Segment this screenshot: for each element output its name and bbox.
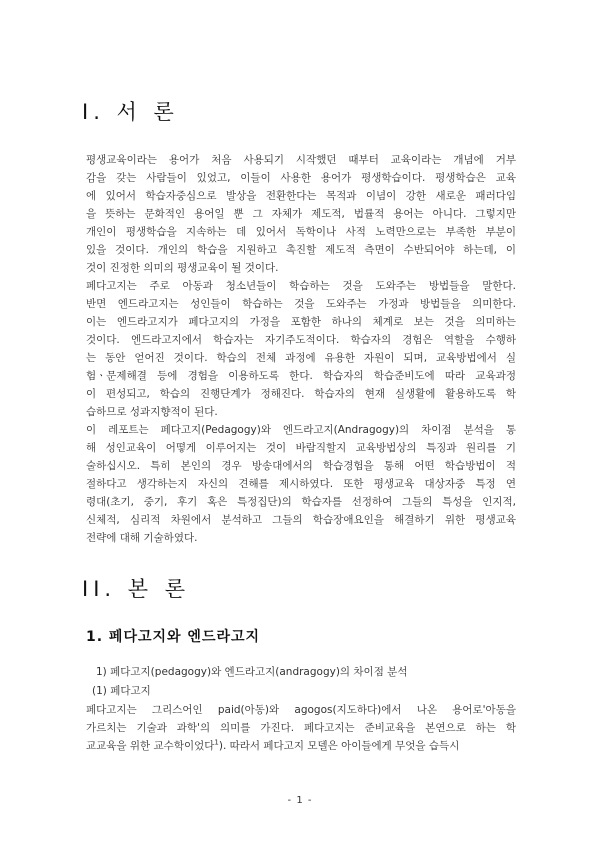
text-line: 에 있어서 학습자중심으로 발상을 전환한다는 목적과 이념이 강한 새로운 패러다임 — [86, 190, 516, 202]
list-item-1: 1) 페다고지(pedagogy)와 엔드라고지(andragogy)의 차이점 분석 — [96, 666, 408, 678]
text-line: 감을 갖는 사람들이 있었고, 이들이 사용한 용어가 평생학습이다. 평생학습은 교육 — [86, 172, 516, 184]
text-line: 는 동안 얻어진 것이다. 학습의 전체 과정에 유용한 자원이 되며, 교육방법에서 실 — [86, 352, 516, 364]
text-line: 페다고지는 주로 아동과 청소년들이 학습하는 것을 도와주는 방법들을 말한다. — [86, 280, 516, 292]
text-line: 신체적, 심리적 차원에서 분석하고 그들의 학습장애요인을 해결하기 위한 평생교육 — [86, 514, 516, 526]
text-line: 가르치는 기술과 과학'의 의미를 가진다. 페다고지는 준비교육을 본연으로 하는 학 — [86, 722, 516, 734]
body-paragraph-1 — [86, 701, 516, 755]
section-title-introduction: I. 서 론 — [82, 100, 179, 124]
text-line: 페다고지는 그리스어인 paid(아동)와 agogos(지도하다)에서 나온 용어로'아동을 — [86, 704, 516, 716]
text-line: 절하다고 생각하는지 자신의 견해를 제시하였다. 또한 평생교육 대상자중 특정 연 — [86, 478, 516, 490]
text-line: 평생교육이라는 용어가 처음 사용되기 시작했던 때부터 교육이라는 개념에 거부 — [86, 154, 516, 166]
text-line: 있을 것이다. 개인의 학습을 지원하고 촉진할 제도적 측면이 수반되어야 하는데, 이 — [86, 244, 516, 256]
intro-paragraph-1 — [86, 151, 516, 277]
text-line: 것이다. 엔드라고지에서 학습자는 자기주도적이다. 학습자의 경험은 역할을 수행하 — [86, 334, 516, 346]
text-line: 것이 진정한 의미의 평생교육이 될 것이다. — [86, 262, 279, 274]
text-line: 습하므로 성과지향적이 된다. — [86, 406, 218, 418]
section-title-body: II. 본 론 — [82, 577, 190, 601]
list-item-1-1: (1) 페다고지 — [92, 685, 151, 697]
page-number: - 1 - — [287, 795, 313, 806]
text-line: 전략에 대해 기술하였다. — [86, 532, 198, 544]
text-fragment: 교교육을 위한 교수학이었다 — [86, 740, 215, 752]
text-line — [86, 737, 516, 755]
text-line: 이 레포트는 페다고지(Pedagogy)와 엔드라고지(Andragogy)의 차이점 분석을 통 — [86, 424, 516, 436]
text-line: 개인이 평생학습을 지속하는 데 있어서 독학이나 사적 노력만으로는 부족한 부분이 — [86, 226, 516, 238]
intro-paragraph-2 — [86, 277, 516, 421]
text-line: 을 뜻하는 문화적인 용어일 뿐 그 자체가 제도적, 법률적 용어는 아니다. 그렇지만 — [86, 208, 516, 220]
text-line: 이 편성되고, 학습의 진행단계가 정해진다. 학습자의 현재 실생활에 활용하도록 학 — [86, 388, 516, 400]
text-line: 령대(초기, 중기, 후기 혹은 특정집단)의 학습자를 선정하여 그들의 특성을 인지적, — [86, 496, 516, 508]
text-line: 해 성인교육이 어떻게 이루어지는 것이 바람직할지 교육방법상의 특징과 원리를 기 — [86, 442, 516, 454]
text-fragment: ). 따라서 페다고지 모델은 아이들에게 무엇을 습득시 — [218, 740, 460, 752]
footnote-marker[interactable]: 1 — [214, 738, 219, 747]
text-line: 술하십시오. 특히 본인의 경우 방송대에서의 학습경험을 통해 어떤 학습방법이 적 — [86, 460, 516, 472]
text-line: 반면 엔드라고지는 성인들이 학습하는 것을 도와주는 가정과 방법들을 의미한다. — [86, 298, 516, 310]
text-line: 이는 엔드라고지가 페다고지의 가정을 포함한 하나의 체계로 보는 것을 의미하는 — [86, 316, 516, 328]
subsection-title: 1. 페다고지와 엔드라고지 — [86, 629, 261, 645]
intro-paragraph-3 — [86, 421, 516, 547]
text-line: 험ㆍ문제해결 등에 경험을 이용하도록 한다. 학습자의 학습준비도에 따라 교육과정 — [86, 370, 516, 382]
